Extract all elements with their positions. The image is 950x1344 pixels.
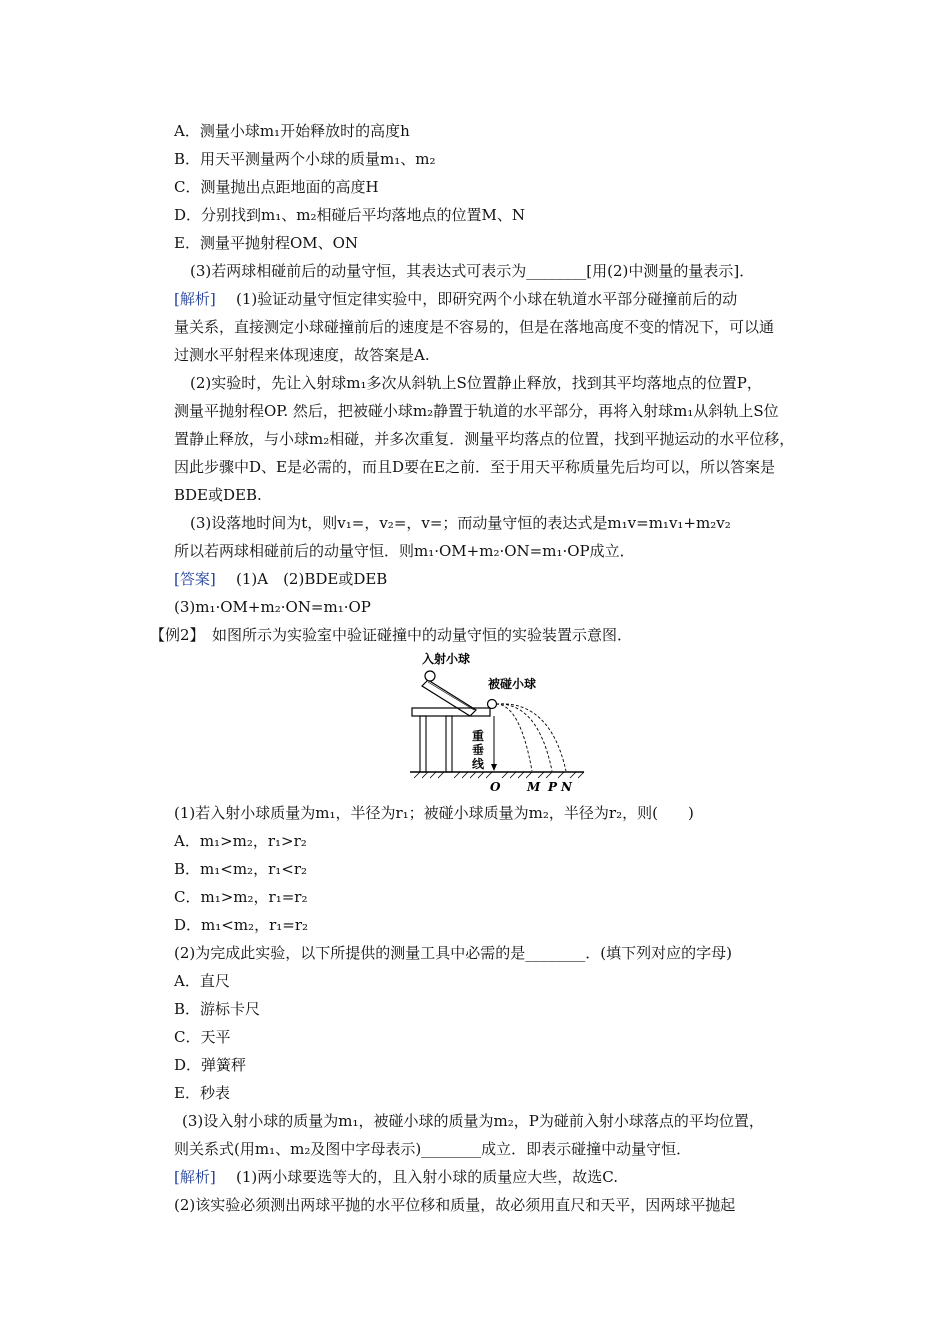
analysis-tag: [解析]: [174, 1168, 216, 1186]
table-leg: [446, 716, 452, 772]
analysis-line: (1)验证动量守恒定律实验中，即研究两个小球在轨道水平部分碰撞前后的动: [236, 290, 738, 308]
incident-ball: [425, 671, 435, 681]
analysis-line: 所以若两球相碰前后的动量守恒．则m₁·OM+m₂·ON=m₁·OP成立．: [174, 542, 635, 560]
analysis-line: 测量平抛射程OP. 然后，把被碰小球m₂静置于轨道的水平部分，再将入射球m₁从斜轨上S位: [174, 402, 779, 420]
point-n-label: N: [561, 780, 572, 794]
analysis-line: (1)两小球要选等大的，且入射小球的质量应大些，故选C.: [236, 1168, 618, 1186]
analysis-line: (2)实验时，先让入射球m₁多次从斜轨上S位置静止释放，找到其平均落地点的位置P，: [190, 374, 762, 392]
option-c-line: C．m₁>m₂，r₁=r₂: [174, 888, 308, 906]
plumb-label-char: 线: [472, 757, 485, 771]
analysis-line: 因此步骤中D、E是必需的，而且D要在E之前．至于用天平称质量先后均可以，所以答案是: [174, 458, 775, 476]
option-d-line: D．分别找到m₁、m₂相碰后平均落地点的位置M、N: [174, 206, 525, 224]
option-d-line: D．m₁<m₂，r₁=r₂: [174, 916, 309, 934]
analysis-line: (2)该实验必须测出两球平抛的水平位移和质量，故必须用直尺和天平，因两球平抛起: [174, 1196, 736, 1214]
answer-line: (3)m₁·OM+m₂·ON=m₁·OP: [174, 598, 371, 616]
option-e-line: E．秒表: [174, 1084, 230, 1102]
question-3-line: (3)若两球相碰前后的动量守恒，其表达式可表示为________[用(2)中测量的量表示]．: [190, 262, 755, 280]
option-a-line: A．直尺: [174, 972, 230, 990]
plumb-label-char: 重: [472, 729, 485, 743]
track-horizontal: [412, 708, 490, 716]
option-b-line: B．游标卡尺: [174, 1000, 261, 1018]
ground-hatching: [414, 772, 584, 778]
option-c-line: C．天平: [174, 1028, 231, 1046]
answer-tag: [答案]: [174, 570, 216, 588]
question-2-line: (2)为完成此实验，以下所提供的测量工具中必需的是________．(填下列对应的字母): [174, 944, 732, 962]
analysis-tag: [解析]: [174, 290, 216, 308]
option-c-line: C．测量抛出点距地面的高度H: [174, 178, 379, 196]
experiment-apparatus-figure: [408, 650, 588, 795]
option-d-line: D．弹簧秤: [174, 1056, 247, 1074]
option-b-line: B．m₁<m₂，r₁<r₂: [174, 860, 308, 878]
table-leg: [420, 716, 426, 772]
option-a-line: A．测量小球m₁开始释放时的高度h: [174, 122, 410, 140]
trajectory-m: [496, 704, 532, 771]
point-o-label: O: [490, 780, 501, 794]
incline-ramp: [422, 680, 476, 716]
answer-line: (1)A (2)BDE或DEB: [236, 570, 388, 588]
analysis-line: (3)设落地时间为t，则v₁=，v₂=，v=；而动量守恒的表达式是m₁v=m₁v₁+m₂v₂: [190, 514, 731, 532]
analysis-line: BDE或DEB.: [174, 486, 262, 504]
analysis-line: 过测水平射程来体现速度，故答案是A.: [174, 346, 430, 364]
plumb-label-char: 垂: [472, 743, 485, 757]
trajectory-n: [496, 704, 566, 771]
option-b-line: B．用天平测量两个小球的质量m₁、m₂: [174, 150, 436, 168]
analysis-line: 置静止释放，与小球m₂相碰，并多次重复．测量平均落点的位置，找到平抛运动的水平位移，: [174, 430, 795, 448]
option-e-line: E．测量平抛射程OM、ON: [174, 234, 359, 252]
question-3-line: (3)设入射小球的质量为m₁，被碰小球的质量为m₂，P为碰前入射小球落点的平均位置，: [182, 1112, 764, 1130]
option-a-line: A．m₁>m₂，r₁>r₂: [174, 832, 307, 850]
analysis-line: 量关系，直接测定小球碰撞前后的速度是不容易的，但是在落地高度不变的情况下，可以通: [174, 318, 775, 336]
apparatus-diagram: [408, 650, 588, 795]
target-ball: [488, 700, 497, 709]
point-m-label: M: [527, 780, 541, 794]
question-3-line: 则关系式(用m₁、m₂及图中字母表示)________成立．即表示碰撞中动量守恒．: [174, 1140, 692, 1158]
incident-ball-label: 入射小球: [422, 652, 471, 666]
example-2-heading: 【例2】 如图所示为实验室中验证碰撞中的动量守恒的实验装置示意图．: [150, 626, 633, 644]
point-p-label: P: [548, 780, 558, 794]
question-1-line: (1)若入射小球质量为m₁，半径为r₁；被碰小球质量为m₂，半径为r₂，则( ): [174, 804, 694, 822]
target-ball-label: 被碰小球: [488, 677, 537, 691]
